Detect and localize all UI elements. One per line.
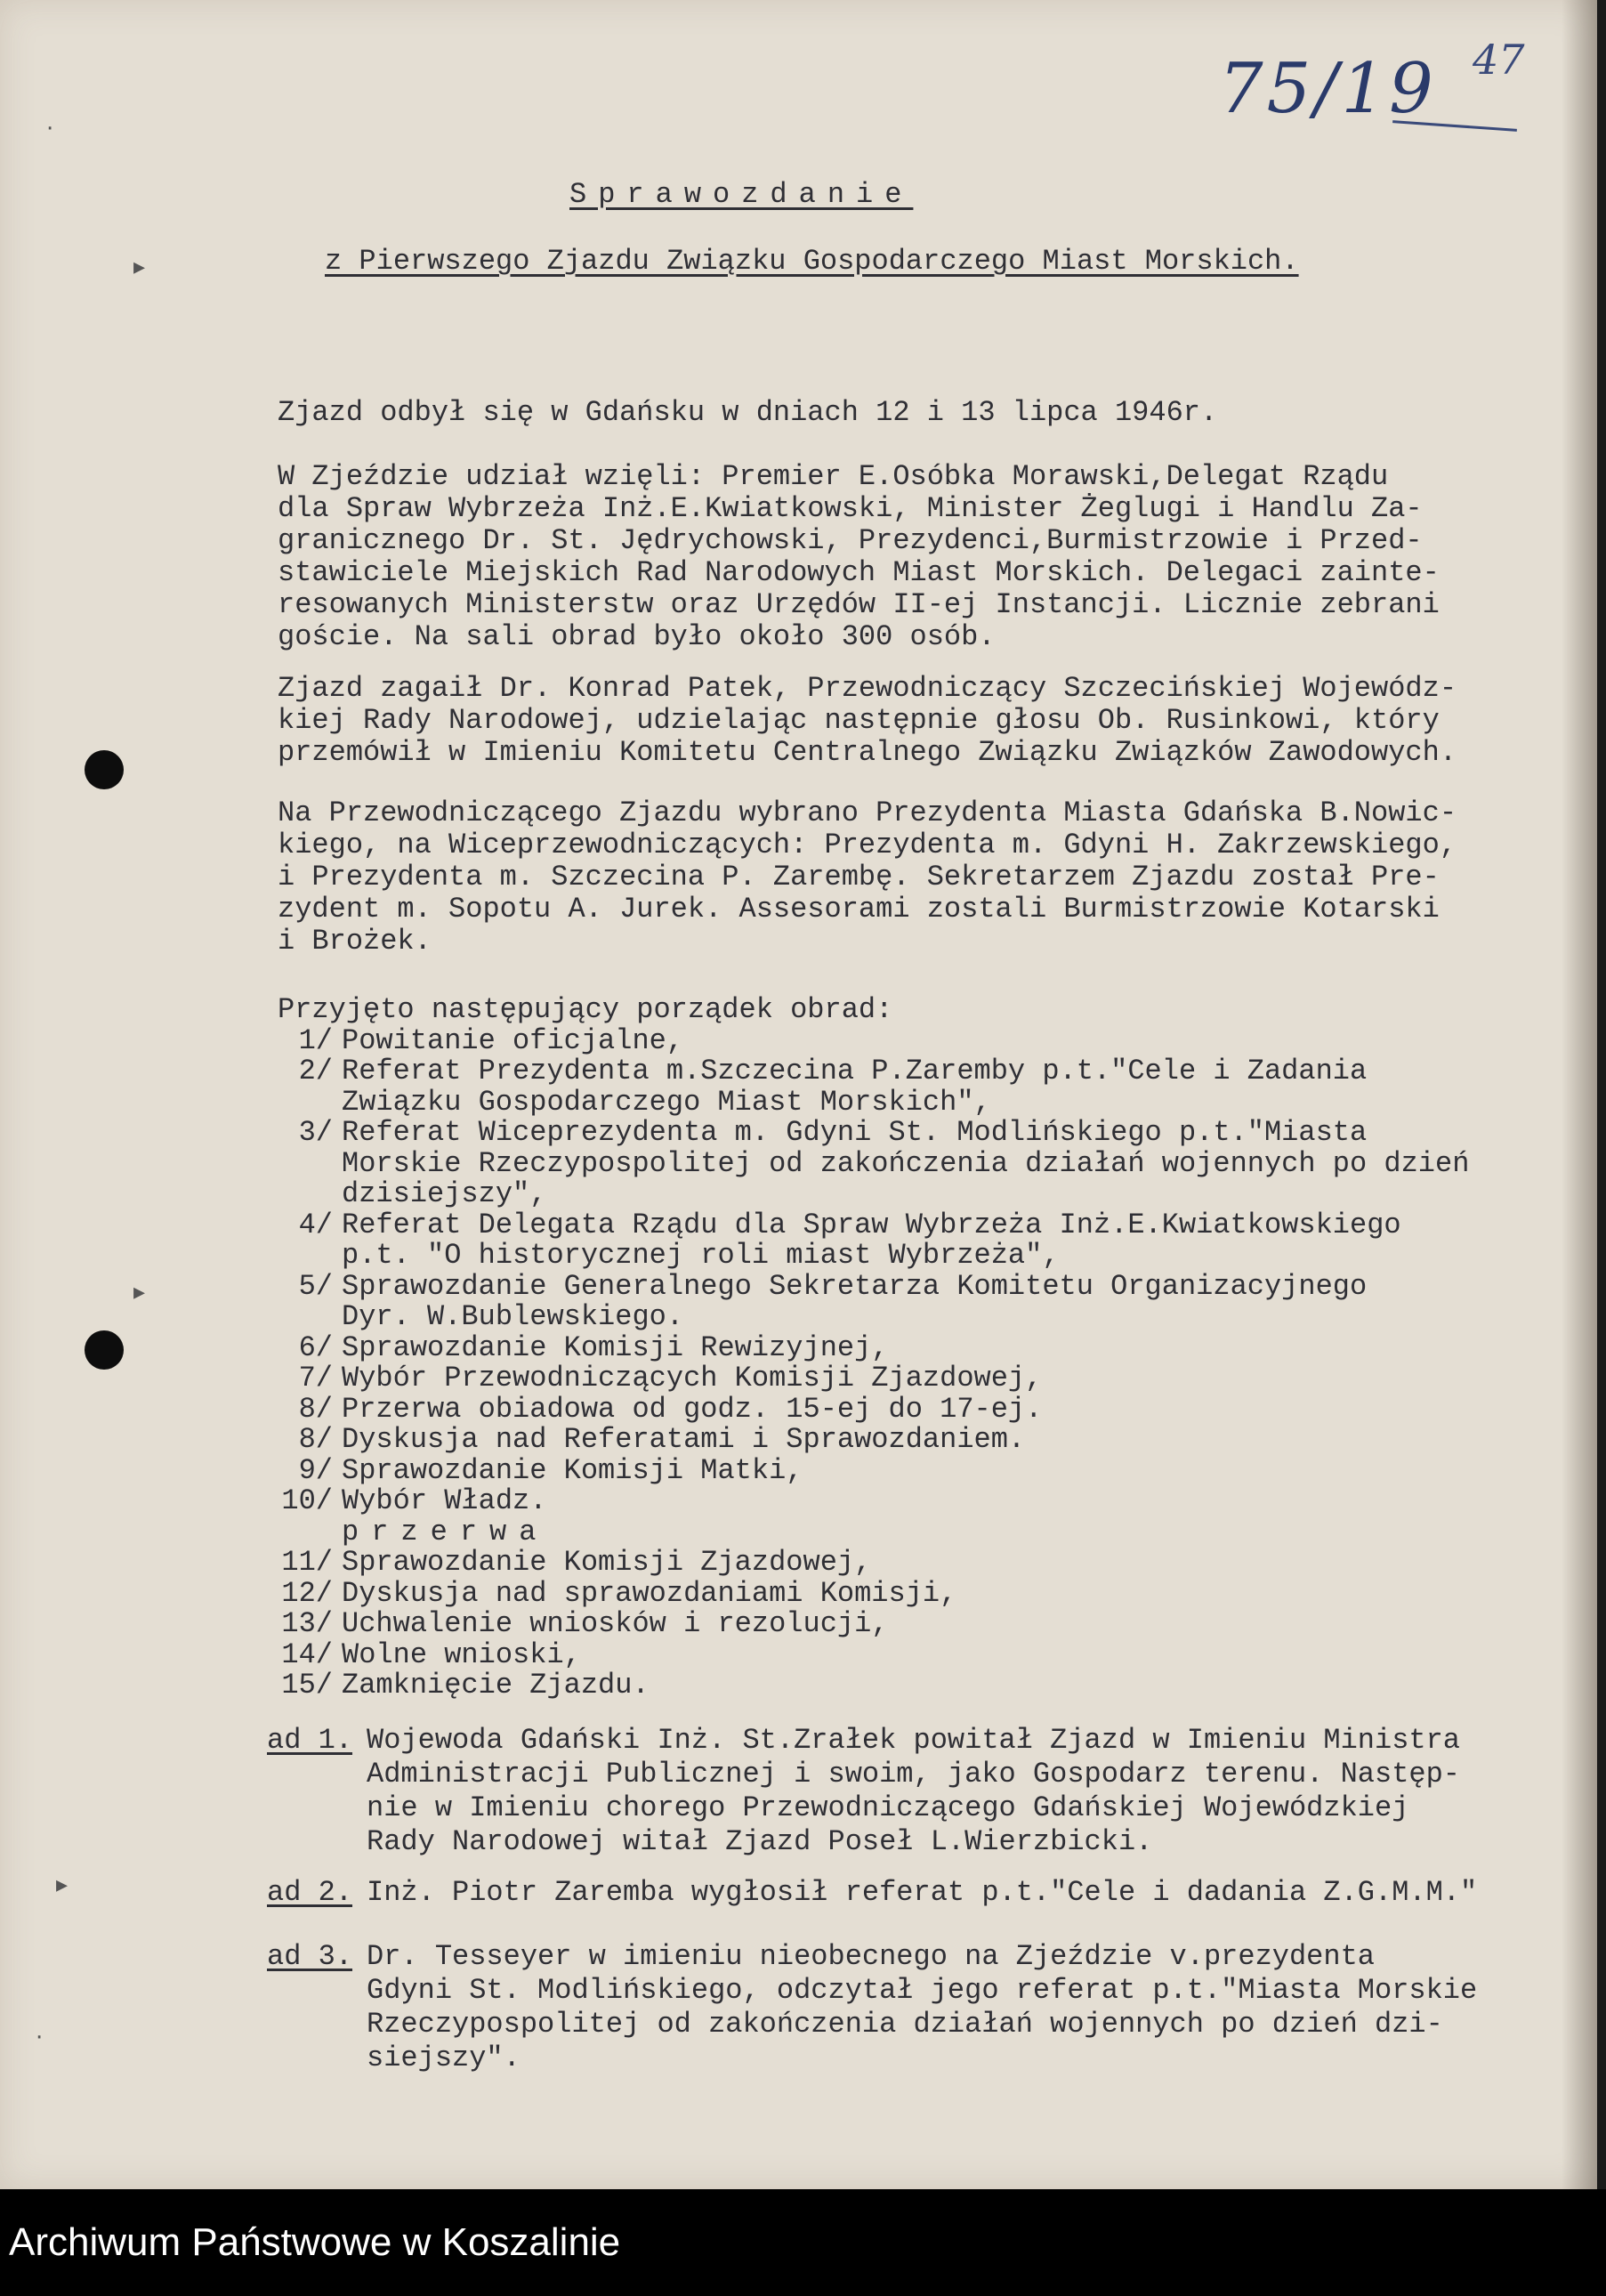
agenda-item-text: Dyskusja nad Referatami i Sprawozdaniem. <box>342 1423 1026 1456</box>
agenda-item-number: 6/ <box>298 1330 333 1364</box>
margin-mark: ▸ <box>133 254 146 280</box>
ad-section-line: Wojewoda Gdański Inż. St.Zrałek powitał Zjazd w Imieniu Ministra <box>367 1724 1460 1757</box>
agenda-item-number: 2/ <box>298 1055 333 1087</box>
agenda-item-text: Przerwa obiadowa od godz. 15-ej do 17-ej. <box>342 1392 1043 1426</box>
ad-section-line: Inż. Piotr Zaremba wygłosił referat p.t."Cele i dadania Z.G.M.M." <box>367 1876 1478 1909</box>
paragraph-date <box>278 397 1568 429</box>
agenda-item-number: 8/ <box>298 1423 333 1456</box>
ad-section-line: siejszy". <box>367 2041 521 2074</box>
agenda-item-text: Sprawozdanie Generalnego Sekretarza Komitetu Organizacyjnego <box>342 1269 1368 1303</box>
ad-section-line: Gdyni St. Modlińskiego, odczytał jego referat p.t."Miasta Morskie <box>367 1974 1478 2007</box>
agenda-item <box>278 1179 1469 1210</box>
punch-hole-bottom <box>85 1330 124 1370</box>
paragraph-line: i Brożek. <box>278 925 432 958</box>
ad-section-line: Administracji Publicznej i swoim, jako Gospodarz terenu. Następ- <box>367 1758 1460 1791</box>
agenda-item-text: Uchwalenie wniosków i rezolucji, <box>342 1607 889 1640</box>
paragraph-line: W Zjeździe udział wzięli: Premier E.Osóbka Morawski,Delegat Rządu <box>278 460 1389 493</box>
page-edge-shadow <box>1562 0 1597 2189</box>
agenda-item <box>278 1118 1469 1149</box>
agenda-item <box>278 1517 1469 1548</box>
ad-section-body <box>367 1724 1460 1859</box>
agenda-item <box>278 1576 1469 1610</box>
agenda-item <box>278 1087 1469 1119</box>
agenda-item-text: Wybór Władz. <box>342 1484 547 1517</box>
agenda-item-number: 5/ <box>298 1269 333 1303</box>
paragraph-line: kiego, na Wiceprzewodniczących: Prezydenta m. Gdyni H. Zakrzewskiego, <box>278 829 1457 861</box>
ad-section-line: nie w Imieniu chorego Przewodniczącego Gdańskiej Wojewódzkiej <box>367 1791 1409 1824</box>
paragraph-line: Na Przewodniczącego Zjazdu wybrano Prezydenta Miasta Gdańska B.Nowic- <box>278 796 1457 829</box>
paragraph-line: resowanych Ministerstw oraz Urzędów II-ej Instancji. Licznie zebrani <box>278 588 1440 621</box>
ad-section-label: ad 2. <box>267 1876 353 1909</box>
agenda-item-text: dzisiejszy", <box>342 1177 547 1210</box>
ad-section-3 <box>267 1940 1477 2075</box>
agenda-item <box>278 1670 1469 1702</box>
paragraph-line: granicznego Dr. St. Jędrychowski, Prezydenci,Burmistrzowie i Przed- <box>278 524 1423 557</box>
agenda-item <box>278 1330 1469 1364</box>
agenda-item-text: Sprawozdanie Komisji Matki, <box>342 1453 803 1487</box>
agenda-item-text: Sprawozdanie Komisji Rewizyjnej, <box>342 1330 889 1364</box>
margin-mark: · <box>46 116 54 142</box>
agenda-item-text: p.t. "O historycznej roli miast Wybrzeża", <box>342 1239 1060 1272</box>
agenda-item-number: 11/ <box>281 1546 333 1579</box>
agenda-item-text: Referat Prezydenta m.Szczecina P.Zaremby p.t."Cele i Zadania <box>342 1055 1368 1087</box>
ad-section-body <box>367 1876 1477 1910</box>
agenda-item-number: 14/ <box>281 1637 333 1671</box>
agenda-item <box>278 1146 1470 1180</box>
agenda-item <box>278 1453 1469 1487</box>
agenda-item <box>278 1241 1469 1272</box>
agenda-item <box>278 1548 1469 1579</box>
paragraph-line: Zjazd zagaił Dr. Konrad Patek, Przewodniczący Szczecińskiej Wojewódz- <box>278 672 1457 705</box>
ad-section-2 <box>267 1876 1477 1910</box>
paragraph-line: i Prezydenta m. Szczecina P. Zarembę. Sekretarzem Zjazdu został Pre- <box>278 861 1440 893</box>
ad-section-body <box>367 1940 1477 2075</box>
paragraph-line: zydent m. Sopotu A. Jurek. Assesorami zostali Burmistrzowie Kotarski <box>278 893 1440 926</box>
ad-section-1 <box>267 1724 1460 1859</box>
agenda-intro: Przyjęto następujący porządek obrad: <box>278 993 893 1026</box>
agenda-item-text: Sprawozdanie Komisji Zjazdowej, <box>342 1546 872 1579</box>
agenda-item-number: 8/ <box>298 1392 333 1426</box>
agenda-list <box>278 995 1469 1702</box>
paragraph-line: stawiciele Miejskich Rad Narodowych Miast Morskich. Delegaci zainte- <box>278 556 1440 589</box>
paragraph-line: kiej Rady Narodowej, udzielając następnie głosu Ob. Rusinkowi, który <box>278 704 1440 737</box>
agenda-item-number: 4/ <box>298 1208 333 1241</box>
agenda-item <box>278 1392 1469 1426</box>
ad-section-line: Rady Narodowej witał Zjazd Poseł L.Wierzbicki. <box>367 1825 1153 1858</box>
agenda-item <box>278 1609 1469 1640</box>
paragraph-line: goście. Na sali obrad było około 300 osób. <box>278 620 996 653</box>
paragraph-opening <box>278 673 1568 769</box>
agenda-item-text: Wybór Przewodniczących Komisji Zjazdowej, <box>342 1362 1043 1395</box>
agenda-item-number: 10/ <box>281 1484 333 1517</box>
margin-mark: ▸ <box>56 1872 69 1898</box>
archive-footer-label: Archiwum Państwowe w Koszalinie <box>9 2220 621 2264</box>
margin-mark: · <box>36 2025 44 2051</box>
paragraph-line: dla Spraw Wybrzeża Inż.E.Kwiatkowski, Minister Żeglugi i Handlu Za- <box>278 492 1423 525</box>
paragraph-presidium <box>278 797 1568 958</box>
agenda-item <box>278 1637 1469 1671</box>
punch-hole-top <box>85 750 124 789</box>
handwritten-reference-number: 75/19 <box>1219 49 1437 129</box>
agenda-item-number: 9/ <box>298 1453 333 1487</box>
paragraph-line: Zjazd odbył się w Gdańsku w dniach 12 i 13 lipca 1946r. <box>278 396 1218 429</box>
agenda-item <box>278 1486 1469 1517</box>
agenda-item-text: Dyskusja nad sprawozdaniami Komisji, <box>342 1576 957 1610</box>
agenda-item-number: 13/ <box>281 1607 333 1640</box>
agenda-item-text: Referat Wiceprezydenta m. Gdyni St. Modlińskiego p.t."Miasta <box>342 1116 1368 1149</box>
agenda-item-text: Dyr. W.Bublewskiego. <box>342 1300 684 1333</box>
agenda-item-number: 3/ <box>298 1116 333 1149</box>
ad-section-label: ad 1. <box>267 1724 353 1757</box>
document-subtitle: z Pierwszego Zjazdu Związku Gospodarczego Miast Morskich. <box>325 245 1299 278</box>
agenda-item-number: 1/ <box>298 1023 333 1057</box>
agenda-item-text: Związku Gospodarczego Miast Morskich", <box>342 1085 991 1119</box>
agenda-item-text: Wolne wnioski, <box>342 1637 581 1671</box>
ad-section-line: Dr. Tesseyer w imieniu nieobecnego na Zjeździe v.prezydenta <box>367 1940 1375 1973</box>
agenda-item-number: 15/ <box>281 1669 333 1702</box>
document-title: Sprawozdanie <box>569 178 914 211</box>
agenda-item <box>278 1363 1469 1395</box>
agenda-item <box>278 1425 1469 1456</box>
agenda-item <box>278 1210 1469 1241</box>
agenda-item <box>278 1269 1469 1303</box>
ad-section-line: Rzeczypospolitej od zakończenia działań wojennych po dzień dzi- <box>367 2008 1443 2041</box>
agenda-item <box>278 1302 1469 1333</box>
agenda-item-text: Referat Delegata Rządu dla Spraw Wybrzeża Inż.E.Kwiatkowskiego <box>342 1208 1401 1241</box>
margin-mark: ▸ <box>133 1279 146 1306</box>
agenda-item-number: 7/ <box>298 1362 333 1395</box>
agenda-item <box>278 1056 1469 1087</box>
agenda-item-text: Morskie Rzeczypospolitej od zakończenia działań wojennych po dzień <box>342 1146 1470 1180</box>
paragraph-participants <box>278 461 1568 653</box>
agenda-item-number: 12/ <box>281 1576 333 1610</box>
ad-section-label: ad 3. <box>267 1940 353 1973</box>
agenda-break-label: przerwa <box>342 1515 549 1548</box>
paragraph-line: przemówił w Imieniu Komitetu Centralnego Związku Związków Zawodowych. <box>278 736 1457 769</box>
agenda-item-text: Powitanie oficjalne, <box>342 1023 684 1057</box>
agenda-item <box>278 1023 1469 1057</box>
handwritten-page-number: 47 <box>1473 36 1525 84</box>
agenda-item-text: Zamknięcie Zjazdu. <box>342 1669 650 1702</box>
